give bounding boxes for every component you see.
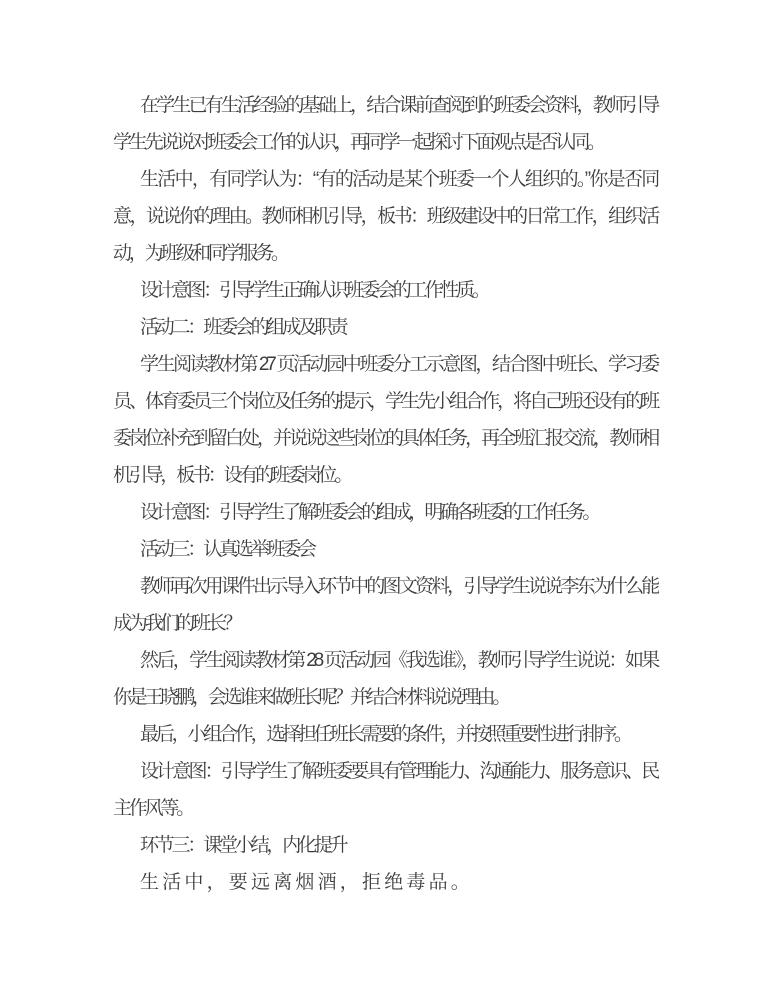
document-line: 学生阅读教材第 27 页活动园中班委分工示意图，结合图中班长、学习委 <box>140 354 657 375</box>
document-line: 设计意图：引导学生了解班委要具有管理能力、沟通能力、服务意识、民 <box>140 761 657 782</box>
document-line: 在学生已有生活经验的基础上，结合课前查阅到的班委会资料，教师引导 <box>140 95 657 116</box>
document-line: 生活中，有同学认为：“有的活动是某个班委一个人组织的。”你是否同 <box>140 169 657 190</box>
document-line: 委岗位补充到留白处，并说说这些岗位的具体任务，再全班汇报交流，教师相 <box>113 428 657 449</box>
document-line: 设计意图：引导学生了解班委会的组成，明确各班委的工作任务。 <box>140 502 599 523</box>
document-line: 机引导，板书：设有的班委岗位。 <box>113 465 351 486</box>
document-line: 你是王晓鹏，会选谁来做班长呢？并结合材料说说理由。 <box>113 687 509 708</box>
document-line: 生活中，要远离烟酒，拒绝毒品。 <box>140 872 474 893</box>
document-line: 动，为班级和同学服务。 <box>113 243 287 264</box>
document-body <box>113 87 657 901</box>
document-line: 员、体育委员三个岗位及任务的提示，学生先小组合作，将自己班还设有的班 <box>113 391 657 412</box>
document-line: 教师再次用课件出示导入环节中的图文资料，引导学生说说李东为什么能 <box>140 576 657 597</box>
document-line: 环节三：课堂小结，内化提升 <box>140 835 346 856</box>
document-line: 活动三：认真选举班委会 <box>140 539 314 560</box>
document-line: 最后，小组合作，选择担任班长需要的条件，并按照重要性进行排序。 <box>140 724 630 745</box>
document-line: 活动二：班委会的组成及职责 <box>140 317 346 338</box>
document-line: 成为我们的班长？ <box>113 613 240 634</box>
document-line: 设计意图：引导学生正确认识班委会的工作性质。 <box>140 280 488 301</box>
document-line: 然后，学生阅读教材第 28 页活动园《我选谁》，教师引导学生说说：如果 <box>140 650 657 671</box>
document-line: 主作风等。 <box>113 798 193 819</box>
document-line: 学生先说说对班委会工作的认识，再同学一起探讨下面观点是否认同。 <box>113 132 603 153</box>
document-line: 意，说说你的理由。教师相机引导，板书：班级建设中的日常工作，组织活 <box>113 206 657 227</box>
